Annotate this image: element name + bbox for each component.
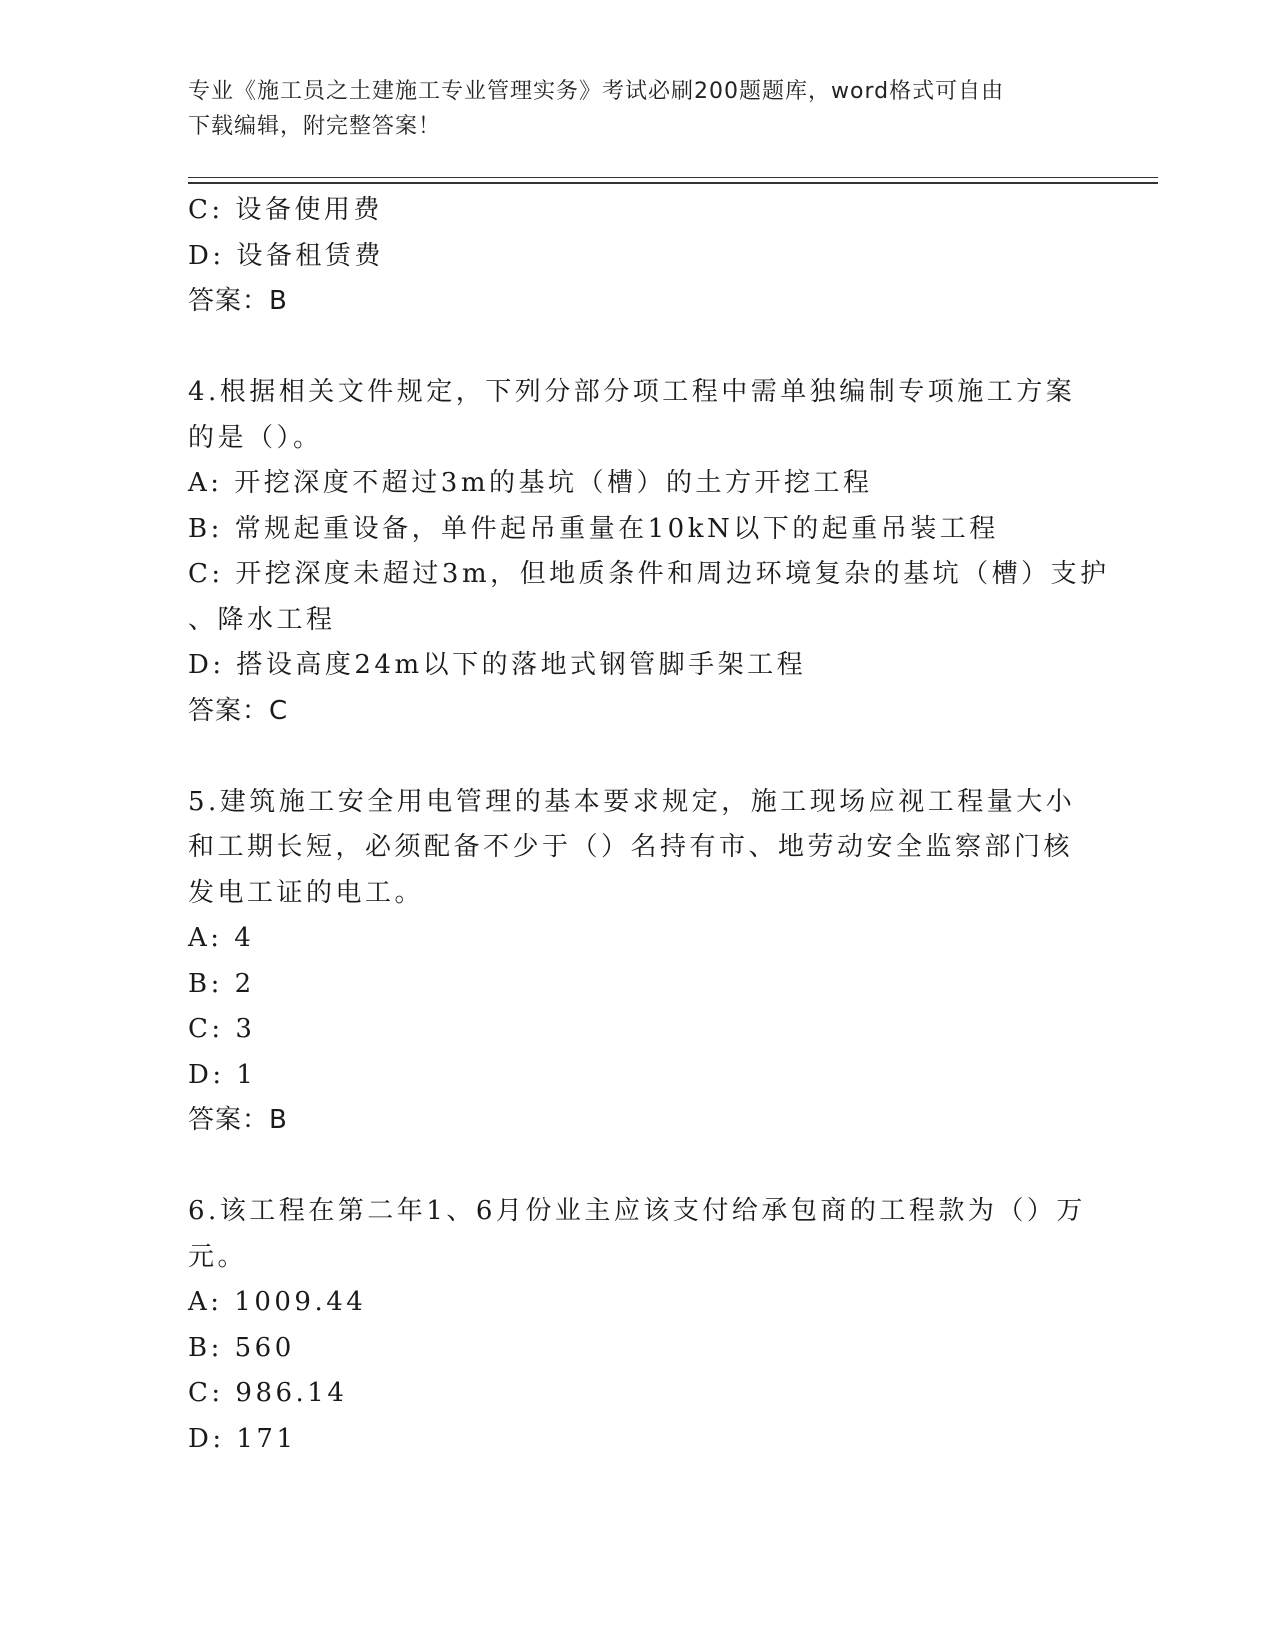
question-stem: 元。 bbox=[188, 1241, 248, 1272]
question-3-fragment bbox=[188, 188, 1088, 325]
question-stem: 和工期长短，必须配备不少于（）名持有市、地劳动安全监察部门核 bbox=[188, 832, 1074, 862]
option-d: D: 171 bbox=[188, 1423, 297, 1454]
option-c-continued: 、降水工程 bbox=[188, 604, 336, 635]
question-4 bbox=[188, 370, 1110, 734]
answer-label: 答案：B bbox=[188, 286, 288, 316]
answer-label: 答案：C bbox=[188, 695, 289, 726]
answer-label: 答案：B bbox=[188, 1105, 288, 1135]
option-b: B: 常规起重设备，单件起吊重量在10kN以下的起重吊装工程 bbox=[188, 513, 999, 544]
document-header bbox=[188, 74, 1068, 144]
question-5 bbox=[188, 780, 1088, 1144]
option-d: D: 搭设高度24m以下的落地式钢管脚手架工程 bbox=[188, 650, 807, 680]
question-6 bbox=[188, 1189, 1088, 1462]
header-rule-thin bbox=[188, 177, 1158, 178]
question-stem: 发电工证的电工。 bbox=[188, 877, 425, 908]
header-line-2: 下载编辑，附完整答案！ bbox=[188, 114, 442, 139]
option-d: D: 1 bbox=[188, 1059, 257, 1090]
option-c: C: 3 bbox=[188, 1014, 256, 1044]
option-c: C: 986.14 bbox=[188, 1378, 348, 1408]
option-b: B: 560 bbox=[188, 1332, 295, 1363]
header-line-1: 专业《施工员之土建施工专业管理实务》考试必刷200题题库，word格式可自由 bbox=[188, 79, 1005, 104]
document-body bbox=[188, 188, 1110, 1462]
option-c: C: 设备使用费 bbox=[188, 195, 383, 225]
option-a: A: 4 bbox=[188, 923, 255, 953]
option-c: C: 开挖深度未超过3m，但地质条件和周边环境复杂的基坑（槽）支护 bbox=[188, 559, 1110, 589]
option-d: D: 设备租赁费 bbox=[188, 240, 384, 271]
option-b: B: 2 bbox=[188, 968, 255, 999]
question-stem: 5.建筑施工安全用电管理的基本要求规定，施工现场应视工程量大小 bbox=[188, 786, 1076, 817]
question-stem: 6.该工程在第二年1、6月份业主应该支付给承包商的工程款为（）万 bbox=[188, 1196, 1086, 1226]
option-a: A: 开挖深度不超过3m的基坑（槽）的土方开挖工程 bbox=[188, 468, 873, 498]
question-stem: 的是（）。 bbox=[188, 422, 323, 453]
question-stem: 4.根据相关文件规定，下列分部分项工程中需单独编制专项施工方案 bbox=[188, 377, 1076, 407]
option-a: A: 1009.44 bbox=[188, 1287, 367, 1317]
header-rule-thick bbox=[188, 182, 1158, 184]
